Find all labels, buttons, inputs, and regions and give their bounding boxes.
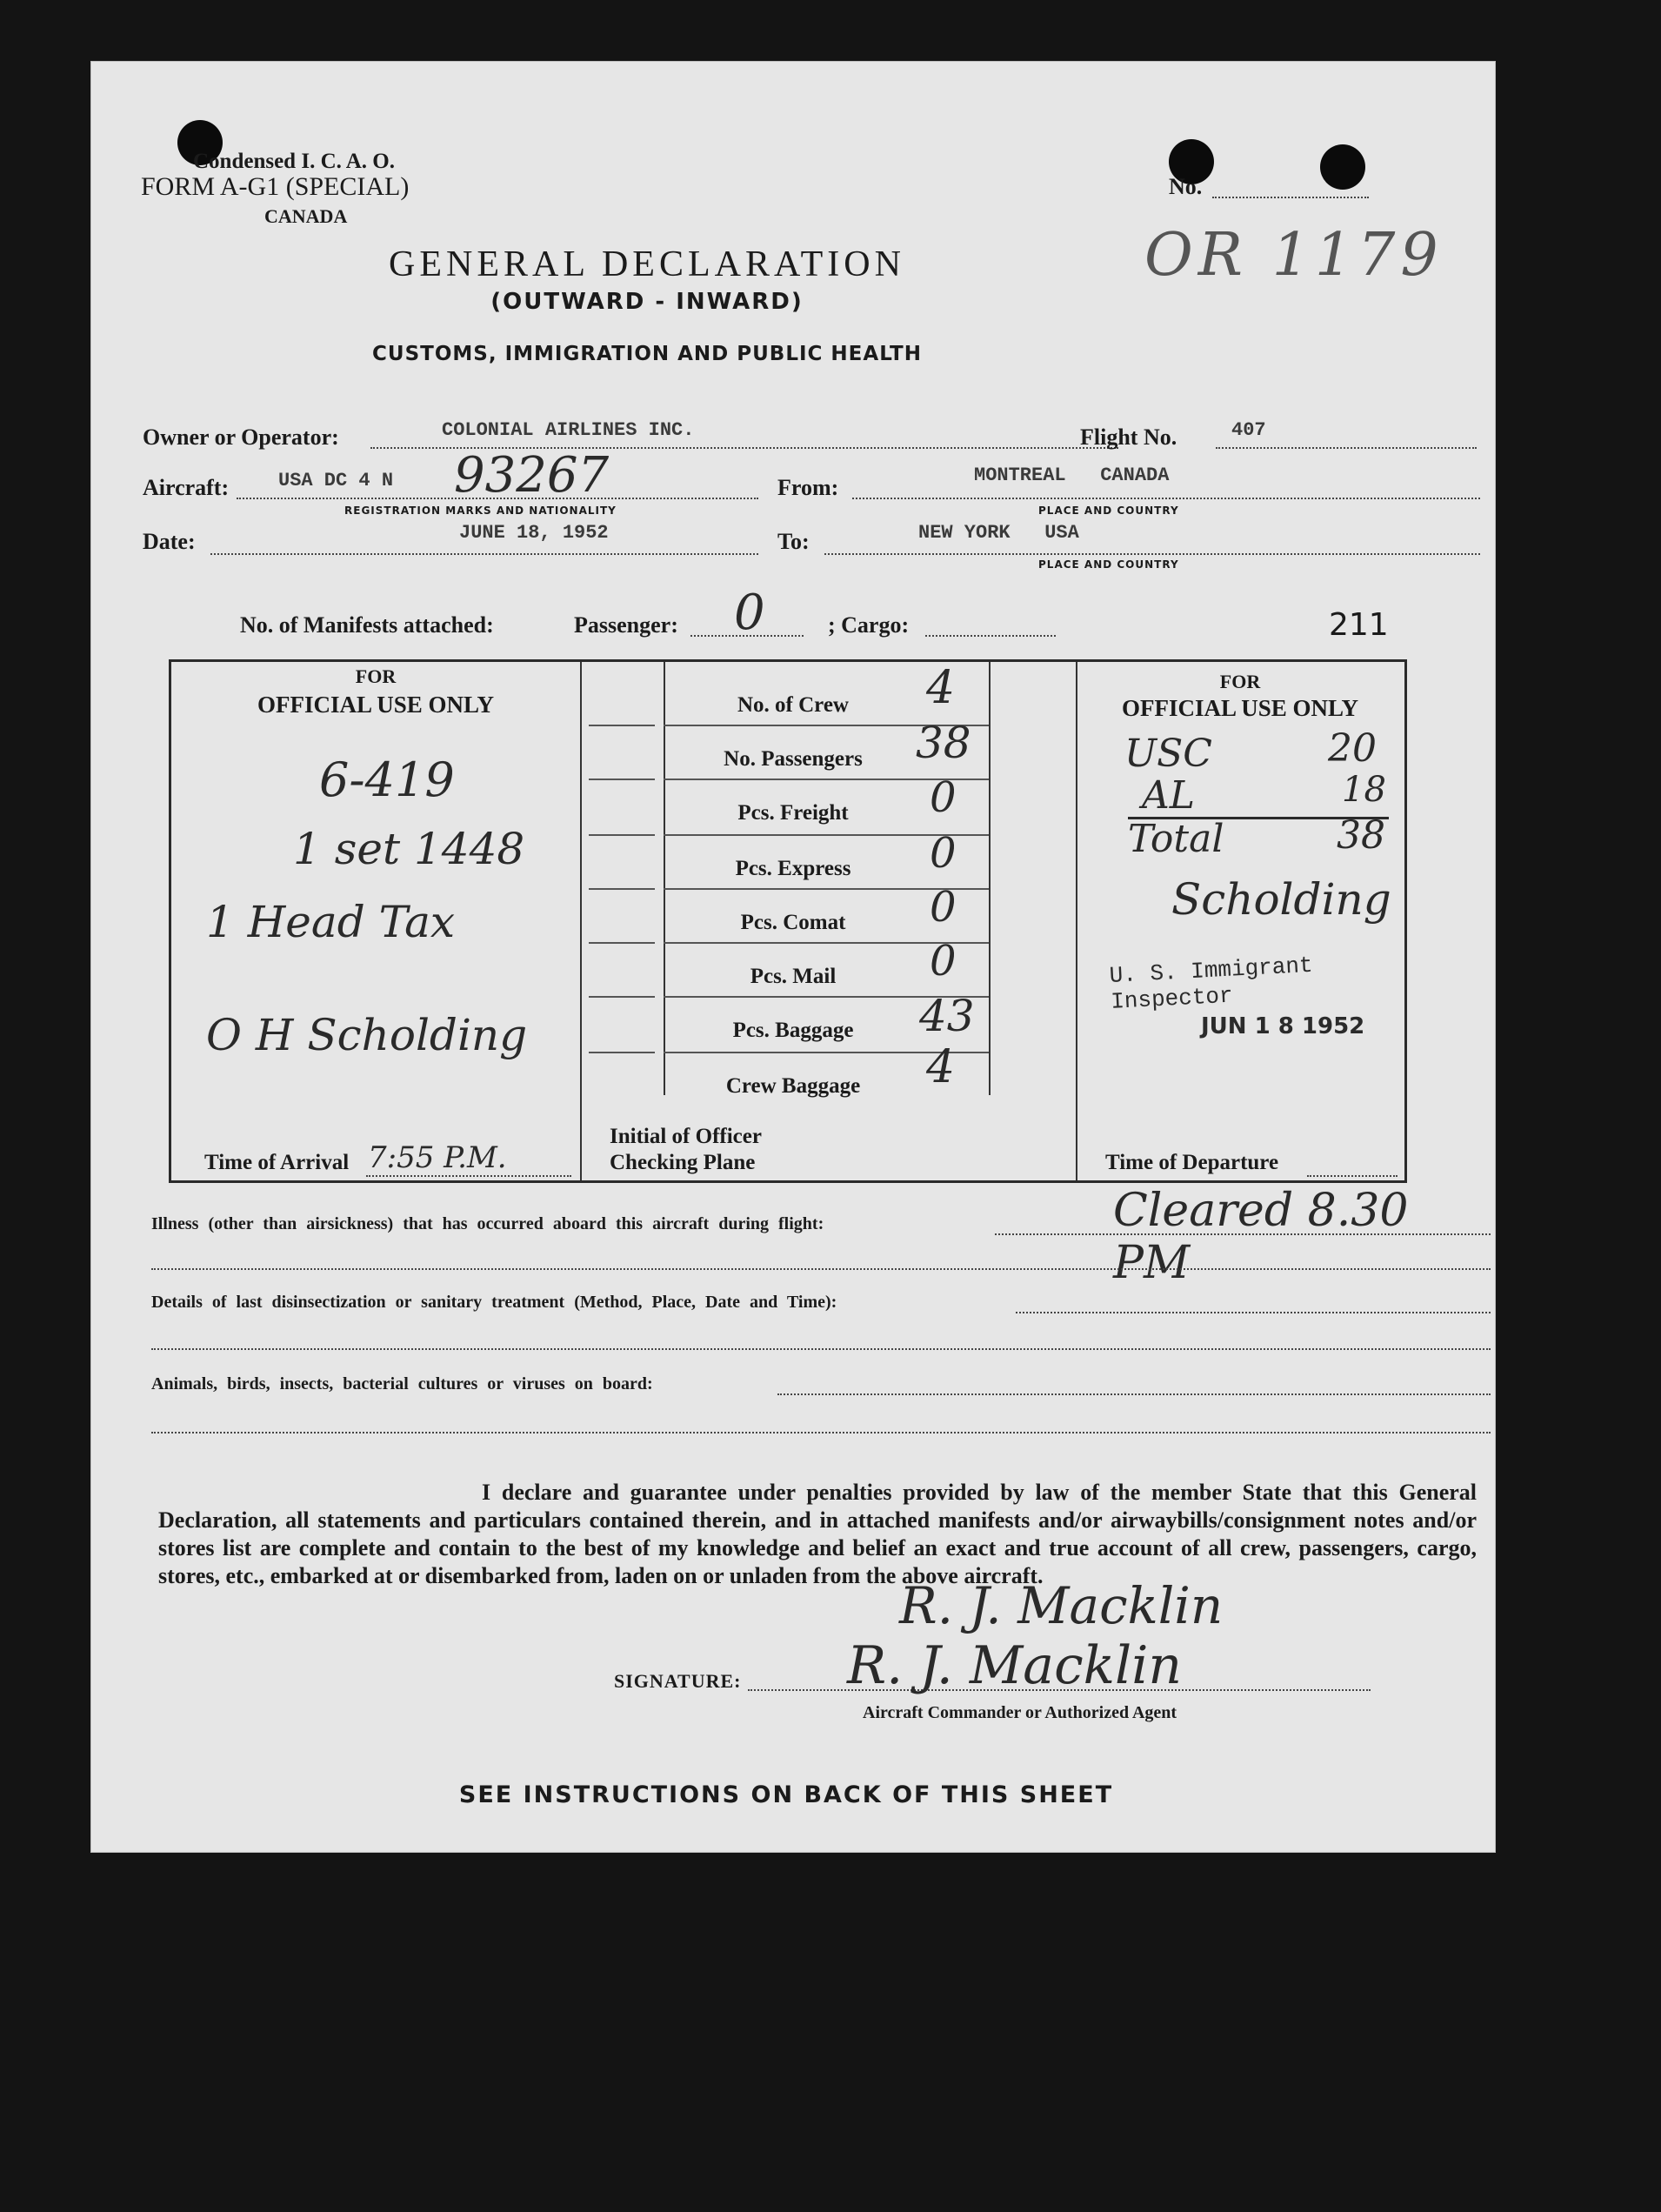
comat-count: 0 — [930, 883, 957, 932]
page-title: GENERAL DECLARATION — [389, 244, 905, 284]
table-divider — [989, 662, 991, 1095]
row-rule — [589, 942, 655, 944]
row-rule — [589, 888, 655, 890]
right-header-official: OFFICIAL USE ONLY — [1121, 695, 1359, 721]
right-header-for: FOR — [1219, 671, 1261, 692]
signature-label: SIGNATURE: — [614, 1670, 742, 1692]
baggage-count: 43 — [919, 991, 975, 1041]
left-note: 1 set 1448 — [293, 824, 525, 874]
crew-baggage-count: 4 — [926, 1041, 956, 1093]
row-rule — [589, 725, 655, 726]
date-line — [210, 553, 758, 555]
illness-label: Illness (other than airsickness) that has occurred aboard this aircraft during flight: — [151, 1214, 824, 1233]
country-label: CANADA — [264, 205, 348, 227]
immigration-stamp: U. S. Immigrant Inspector — [1109, 952, 1314, 1015]
table-row-label: Pcs. Freight — [737, 801, 849, 825]
right-note-al-label: AL — [1142, 773, 1195, 818]
passenger-manifest-label: Passenger: — [574, 612, 678, 638]
left-header-official: OFFICIAL USE ONLY — [257, 692, 495, 718]
to-line — [824, 553, 1480, 555]
table-row-label: Pcs. Comat — [740, 911, 846, 934]
arrival-value: 7:55 P.M. — [368, 1140, 507, 1175]
departure-line — [1307, 1175, 1398, 1177]
disinsect-line — [1016, 1312, 1491, 1313]
date-label: Date: — [143, 529, 196, 554]
flight-label: Flight No. — [1080, 424, 1177, 450]
official-use-table — [169, 659, 1407, 1183]
page-subtitle: (OUTWARD - INWARD) — [490, 289, 804, 315]
table-divider — [1076, 662, 1077, 1180]
disinsect-label: Details of last disinsectization or sanitary treatment (Method, Place, Date and Time): — [151, 1293, 837, 1312]
date-value: JUNE 18, 1952 — [459, 522, 609, 544]
from-value: MONTREAL CANADA — [974, 464, 1170, 486]
initial-officer-label: Initial of Officer — [610, 1125, 762, 1148]
stamp-date: JUN 1 8 1952 — [1201, 1013, 1365, 1039]
from-line — [852, 498, 1480, 499]
left-note: 1 Head Tax — [206, 897, 456, 947]
passenger-count: 38 — [916, 718, 971, 768]
footer-instructions: SEE INSTRUCTIONS ON BACK OF THIS SHEET — [458, 1781, 1114, 1808]
number-label: No. — [1169, 174, 1203, 199]
aircraft-typed: USA DC 4 N — [278, 470, 394, 491]
departure-label: Time of Departure — [1105, 1151, 1279, 1174]
signature-caption: Aircraft Commander or Authorized Agent — [863, 1703, 1177, 1722]
table-row-label: No. Passengers — [724, 747, 863, 771]
mail-count: 0 — [930, 937, 957, 986]
express-count: 0 — [930, 829, 957, 878]
document-page — [90, 61, 1496, 1853]
animals-line — [777, 1393, 1491, 1395]
number-line — [1212, 197, 1369, 198]
from-caption: PLACE AND COUNTRY — [1038, 505, 1179, 517]
section-subtitle: CUSTOMS, IMMIGRATION AND PUBLIC HEALTH — [372, 343, 922, 365]
row-rule — [589, 1052, 655, 1053]
aircraft-caption: REGISTRATION MARKS AND NATIONALITY — [344, 505, 617, 517]
manifests-label: No. of Manifests attached: — [240, 612, 494, 638]
row-rule — [589, 996, 655, 998]
form-label: FORM A-G1 (SPECIAL) — [141, 172, 410, 201]
crew-count: 4 — [926, 662, 956, 714]
owner-value: COLONIAL AIRLINES INC. — [442, 419, 695, 441]
table-divider — [580, 662, 582, 1180]
left-note: O H Scholding — [206, 1010, 528, 1060]
right-note-sign: Scholding — [1171, 874, 1391, 925]
arrival-line — [366, 1175, 571, 1177]
animals-label: Animals, birds, insects, bacterial cultures or viruses on board: — [151, 1374, 653, 1393]
flight-value: 407 — [1231, 419, 1266, 441]
right-note-total-label: Total — [1128, 817, 1224, 861]
handwritten-number: OR 1179 — [1144, 221, 1444, 290]
cargo-manifest-label: ; Cargo: — [828, 612, 910, 638]
condensed-label: Condensed I. C. A. O. — [193, 150, 395, 173]
freight-count: 0 — [930, 773, 957, 822]
to-label: To: — [777, 529, 810, 554]
left-header-for: FOR — [355, 665, 397, 687]
animals-line-2 — [151, 1432, 1491, 1433]
sheet-number: 211 — [1329, 607, 1389, 643]
owner-label: Owner or Operator: — [143, 424, 339, 450]
to-value: NEW YORK USA — [918, 522, 1079, 544]
right-note-use-value: 20 — [1328, 726, 1377, 771]
aircraft-handwritten: 93267 — [454, 447, 610, 504]
to-caption: PLACE AND COUNTRY — [1038, 558, 1179, 571]
signature-mark-1: R. J. Macklin — [899, 1576, 1224, 1635]
table-row-label: Crew Baggage — [725, 1074, 861, 1098]
departure-cleared-note: Cleared 8.30 PM — [1113, 1185, 1409, 1289]
illness-line-2 — [151, 1268, 1491, 1270]
table-row-label: Pcs. Express — [735, 857, 851, 880]
right-note-total-value: 38 — [1337, 813, 1385, 858]
signature-mark-2: R. J. Macklin — [847, 1635, 1183, 1696]
table-row-label: Pcs. Baggage — [732, 1019, 854, 1042]
total-underline — [1128, 817, 1389, 819]
passenger-manifest-value: 0 — [734, 585, 765, 641]
row-rule — [589, 834, 655, 836]
cargo-manifest-line — [925, 635, 1056, 637]
checking-plane-label: Checking Plane — [610, 1151, 756, 1174]
table-rows — [664, 662, 989, 1098]
arrival-label: Time of Arrival — [204, 1151, 350, 1174]
table-row-label: Pcs. Mail — [750, 965, 837, 988]
disinsect-line-2 — [151, 1348, 1491, 1350]
right-note-al-value: 18 — [1342, 770, 1386, 810]
row-rule — [589, 779, 655, 780]
right-note-use-label: USC — [1124, 732, 1212, 776]
table-row-label: No. of Crew — [737, 693, 849, 717]
aircraft-label: Aircraft: — [143, 475, 230, 500]
punch-hole — [1320, 144, 1365, 190]
declaration-statement: I declare and guarantee under penalties provided by law of the member State that this General Declaration, all statements and particulars contained therein, and in attached manifests and/or airwaybills/consignment notes and/or stores list are complete and contain to the best of my knowledge and belief an exact and true account of all crew, passengers, cargo, stores, etc., embarked at or disembarked from, laden on or unladen from the above aircraft. — [158, 1480, 1477, 1588]
left-note: 6-419 — [319, 752, 455, 807]
from-label: From: — [777, 475, 839, 500]
flight-line — [1216, 447, 1477, 449]
